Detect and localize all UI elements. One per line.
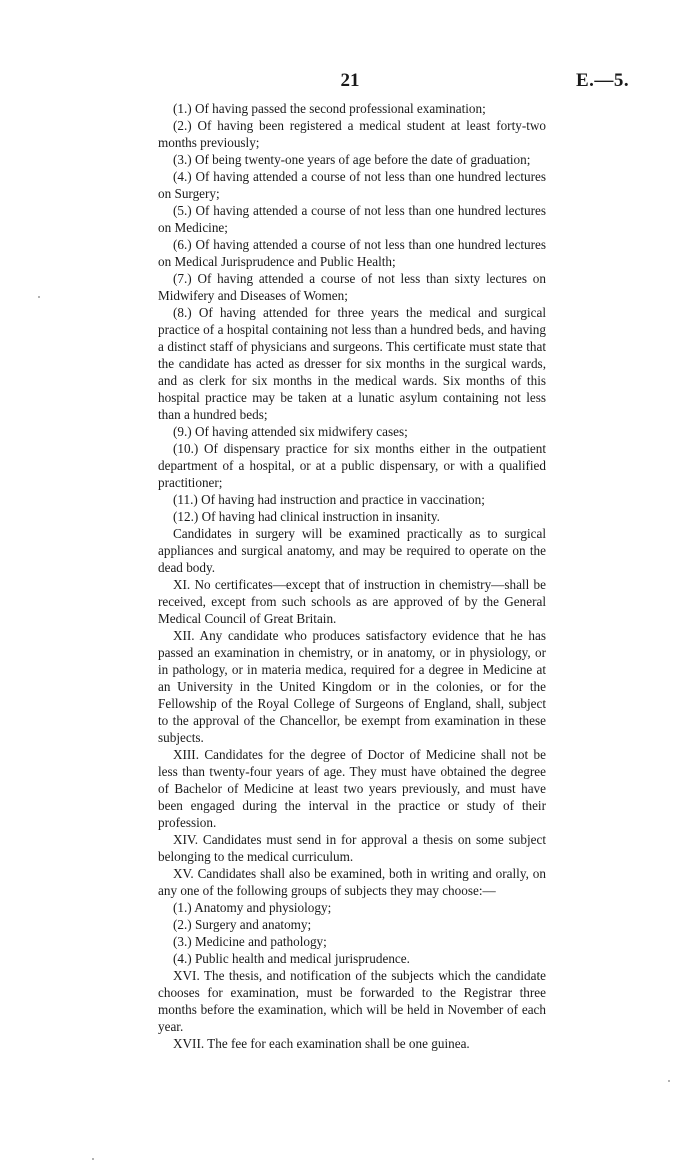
scan-speck [668,1080,670,1082]
paragraph-condition-9: (9.) Of having attended six midwifery cases; [173,424,408,439]
paragraph-group-1: (1.) Anatomy and physiology; [173,900,332,915]
paragraph-condition-10: (10.) Of dispensary practice for six months either in the outpatient department of a hospital, or at a public dispensary, or with a qualified practitioner; [158,441,546,490]
paragraph-section-xi: XI. No certificates—except that of instruction in chemistry—shall be received, except from such schools as are approved of by the General Medical Council of Great Britain. [158,577,546,626]
paragraph-group-4: (4.) Public health and medical jurisprudence. [173,951,410,966]
paragraph-condition-7: (7.) Of having attended a course of not less than sixty lectures on Midwifery and Diseases of Women; [158,271,546,303]
scan-speck [92,1158,94,1160]
scan-speck [38,296,40,298]
page-number: 21 [340,70,360,91]
paragraph-section-xvi: XVI. The thesis, and notification of the subjects which the candidate chooses for examination, must be forwarded to the Registrar three months before the examination, which will be held in November of each year. [158,968,546,1034]
paragraph-condition-5: (5.) Of having attended a course of not less than one hundred lectures on Medicine; [158,203,546,235]
paragraph-condition-11: (11.) Of having had instruction and practice in vaccination; [173,492,485,507]
document-reference: E.—5. [576,70,630,91]
paragraph-section-xiv: XIV. Candidates must send in for approval a thesis on some subject belonging to the medical curriculum. [158,832,546,864]
paragraph-condition-1: (1.) Of having passed the second professional examination; [173,101,486,116]
body-text [158,100,546,1052]
paragraph-condition-2: (2.) Of having been registered a medical student at least forty-two months previously; [158,118,546,150]
paragraph-section-xvii: XVII. The fee for each examination shall be one guinea. [173,1036,470,1051]
paragraph-surgery-candidates: Candidates in surgery will be examined practically as to surgical appliances and surgical anatomy, and may be required to operate on the dead body. [158,526,546,575]
paragraph-group-2: (2.) Surgery and anatomy; [173,917,312,932]
paragraph-condition-12: (12.) Of having had clinical instruction in insanity. [173,509,440,524]
paragraph-section-xii: XII. Any candidate who produces satisfactory evidence that he has passed an examination in chemistry, or in anatomy, or in physiology, or in pathology, or in materia medica, required for a degree in Medicine at an University in the United Kingdom or in the colonies, or for the Fellowship of the Royal College of Surgeons of England, shall, subject to the approval of the Chancellor, be exempt from examination in these subjects. [158,628,546,745]
paragraph-condition-3: (3.) Of being twenty-one years of age before the date of graduation; [173,152,531,167]
paragraph-condition-4: (4.) Of having attended a course of not less than one hundred lectures on Surgery; [158,169,546,201]
paragraph-section-xv: XV. Candidates shall also be examined, both in writing and orally, on any one of the following groups of subjects they may choose:— [158,866,546,898]
paragraph-condition-6: (6.) Of having attended a course of not less than one hundred lectures on Medical Jurisprudence and Public Health; [158,237,546,269]
paragraph-group-3: (3.) Medicine and pathology; [173,934,327,949]
paragraph-condition-8: (8.) Of having attended for three years the medical and surgical practice of a hospital containing not less than a hundred beds, and having a distinct staff of physicians and surgeons. This certificate must state that the candidate has acted as dresser for six months in the surgical wards, and as clerk for six months in the medical wards. Six months of this hospital practice may be taken at a lunatic asylum containing not less than a hundred beds; [158,305,546,422]
paragraph-section-xiii: XIII. Candidates for the degree of Doctor of Medicine shall not be less than twenty-four years of age. They must have obtained the degree of Bachelor of Medicine at least two years previously, and must have been engaged during the interval in the practice or study of their profession. [158,747,546,830]
